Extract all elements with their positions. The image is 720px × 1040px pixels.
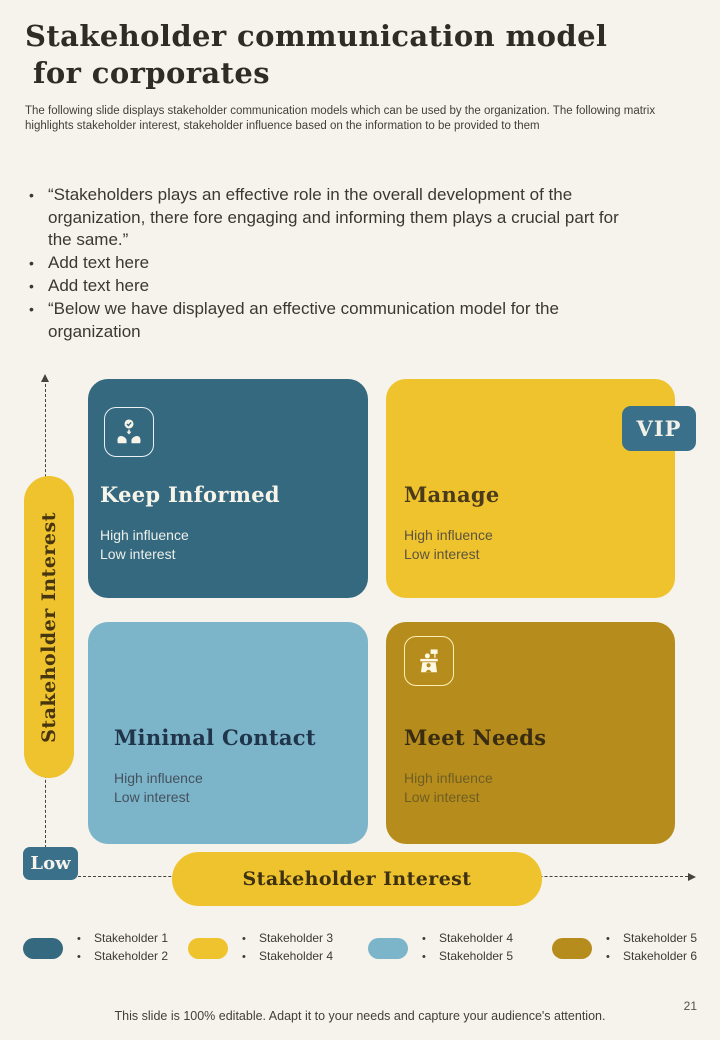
legend-label: Stakeholder 1 xyxy=(94,931,169,945)
legend-label: Stakeholder 5 xyxy=(439,948,514,963)
footer-note: This slide is 100% editable. Adapt it to your needs and capture your audience's attention. xyxy=(114,1009,606,1023)
legend-label: Stakeholder 3 xyxy=(259,931,334,945)
quadrant-manage xyxy=(386,379,682,598)
page-title xyxy=(25,18,607,92)
origin-low-badge: Low xyxy=(23,847,78,880)
y-axis-label: Stakeholder Interest xyxy=(38,511,60,743)
legend-label: Stakeholder 6 xyxy=(623,948,698,963)
bullet-icon: • xyxy=(242,933,246,945)
bullet-item: • Add text here xyxy=(27,252,627,275)
legend-items xyxy=(422,931,513,965)
bullet-icon: • xyxy=(77,950,81,963)
legend-group xyxy=(23,931,168,965)
legend-label: Stakeholder 4 xyxy=(439,931,514,945)
quadrant-keep-informed xyxy=(88,379,368,598)
interest-label: Low interest xyxy=(100,545,176,562)
quadrant-minimal-contact xyxy=(88,622,368,844)
legend-items xyxy=(242,931,333,965)
y-axis-arrow-up-icon xyxy=(41,374,49,382)
legend-label: Stakeholder 4 xyxy=(259,948,334,963)
influence-label: High influence xyxy=(100,527,189,543)
legend-row xyxy=(242,949,333,966)
bullet-icon: • xyxy=(606,950,610,963)
legend-row xyxy=(606,931,697,948)
quadrant-title: Keep Informed xyxy=(100,482,280,507)
legend-row xyxy=(77,931,168,948)
quadrant-subtext xyxy=(404,526,493,563)
legend-row xyxy=(606,949,697,966)
influence-label: High influence xyxy=(404,770,493,786)
bullet-icon: • xyxy=(606,933,610,945)
interest-label: Low interest xyxy=(404,545,480,562)
legend-swatch-lightblue xyxy=(368,938,408,959)
legend-row xyxy=(422,949,513,966)
quadrant-title: Manage xyxy=(404,482,500,507)
vip-badge: VIP xyxy=(622,406,696,451)
legend-swatch-gold xyxy=(552,938,592,959)
bullet-item: • Add text here xyxy=(27,275,627,298)
podium-speaker-icon xyxy=(414,646,444,676)
bullet-list xyxy=(27,184,627,344)
bullet-icon: • xyxy=(77,933,81,945)
legend-label: Stakeholder 2 xyxy=(94,948,169,963)
quadrant-subtext xyxy=(100,526,189,563)
influence-label: High influence xyxy=(114,770,203,786)
legend-row xyxy=(77,949,168,966)
quadrant-subtext xyxy=(114,769,203,806)
x-axis-arrow-right-icon xyxy=(688,873,696,881)
x-axis-label-pill: Stakeholder Interest xyxy=(172,852,542,906)
bullet-item: • “Below we have displayed an effective communication model for the organization xyxy=(27,298,627,343)
slide-description: The following slide displays stakeholder communication models which can be used by the organization. The following matrix highlights stakeholder interest, stakeholder influence based on the information to be provided to them xyxy=(25,105,656,132)
legend-items xyxy=(606,931,697,965)
legend-items xyxy=(77,931,168,965)
legend-label: Stakeholder 5 xyxy=(623,931,698,945)
icon-frame xyxy=(404,636,454,686)
quadrant-title: Minimal Contact xyxy=(114,725,316,750)
interest-label: Low interest xyxy=(114,788,190,805)
legend-group xyxy=(368,931,513,965)
legend-group xyxy=(188,931,333,965)
influence-label: High influence xyxy=(404,527,493,543)
legend-group xyxy=(552,931,697,965)
quadrant-title: Meet Needs xyxy=(404,725,547,750)
bullet-icon: • xyxy=(422,933,426,945)
legend-swatch-yellow xyxy=(188,938,228,959)
legend-swatch-teal xyxy=(23,938,63,959)
page-title-line1: Stakeholder communication model xyxy=(25,19,608,53)
legend-row xyxy=(422,931,513,948)
bullet-icon: • xyxy=(422,950,426,963)
hands-care-icon xyxy=(114,417,144,447)
interest-label: Low interest xyxy=(404,788,480,805)
icon-frame xyxy=(104,407,154,457)
bullet-item: • “Stakeholders plays an effective role in the overall development of the organization, there fore engaging and informing them plays a crucial part for the same.” xyxy=(27,184,627,252)
quadrant-meet-needs xyxy=(386,622,675,844)
page-title-line2: for corporates xyxy=(33,56,270,90)
quadrant-subtext xyxy=(404,769,493,806)
bullet-icon: • xyxy=(242,950,246,963)
page-number: 21 xyxy=(683,999,697,1013)
y-axis-label-pill xyxy=(24,476,74,778)
legend-row xyxy=(242,931,333,948)
